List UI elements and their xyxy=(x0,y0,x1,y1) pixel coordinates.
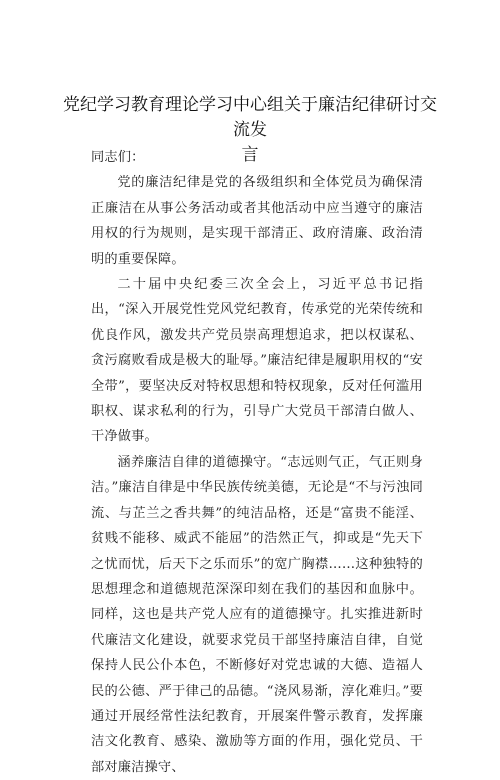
title-line-2: 言 xyxy=(241,145,259,165)
paragraph: 党的廉洁纪律是党的各级组织和全体党员为确保清正廉洁在从事公务活动或者其他活动中应当遵守的廉洁用权的行为规则，是实现干部清正、政府清廉、政治清明的重要保障。 xyxy=(91,175,423,267)
document-body xyxy=(91,145,423,780)
paragraph: 涵养廉洁自律的道德操守。“志远则气正，气正则身洁。”廉洁自律是中华民族传统美德，无论是“不与污浊同流、与芷兰之香共舞”的纯洁品格，还是“富贵不能淫、贫贱不能移、威武不能屈”的浩然正气，抑或是“先天下之忧而忧，后天下之乐而乐”的宽广胸襟……这种独特的思想理念和道德规范深深印刻在我们的基因和血脉中。同样，这也是共产党人应有的道德操守。扎实推进新时代廉洁文化建设，就要求党员干部坚持廉洁自律，自觉保持人民公仆本色，不断修好对党忠诚的大德、造福人民的公德、严于律己的品德。“浇风易渐，淳化难归。”要通过开展经常性法纪教育，开展案件警示教育，发挥廉洁文化教育、感染、激励等方面的作用，强化党员、干部对廉洁操守、 xyxy=(91,454,423,775)
title-line-1: 党纪学习教育理论学习中心组关于廉洁纪律研讨交流发 xyxy=(63,95,437,140)
salutation: 同志们： xyxy=(91,150,145,165)
paragraph: 二十届中央纪委三次全会上，习近平总书记指出，“深入开展党性党风党纪教育，传承党的光荣传统和优良作风，激发共产党员崇高理想追求，把以权谋私、贪污腐败看成是极大的耻辱。”廉洁纪律是履职用权的“安全带”，要坚决反对特权思想和特权现象，反对任何滥用职权、谋求私利的行为，引导广大党员干部清白做人、干净做事。 xyxy=(91,277,423,445)
